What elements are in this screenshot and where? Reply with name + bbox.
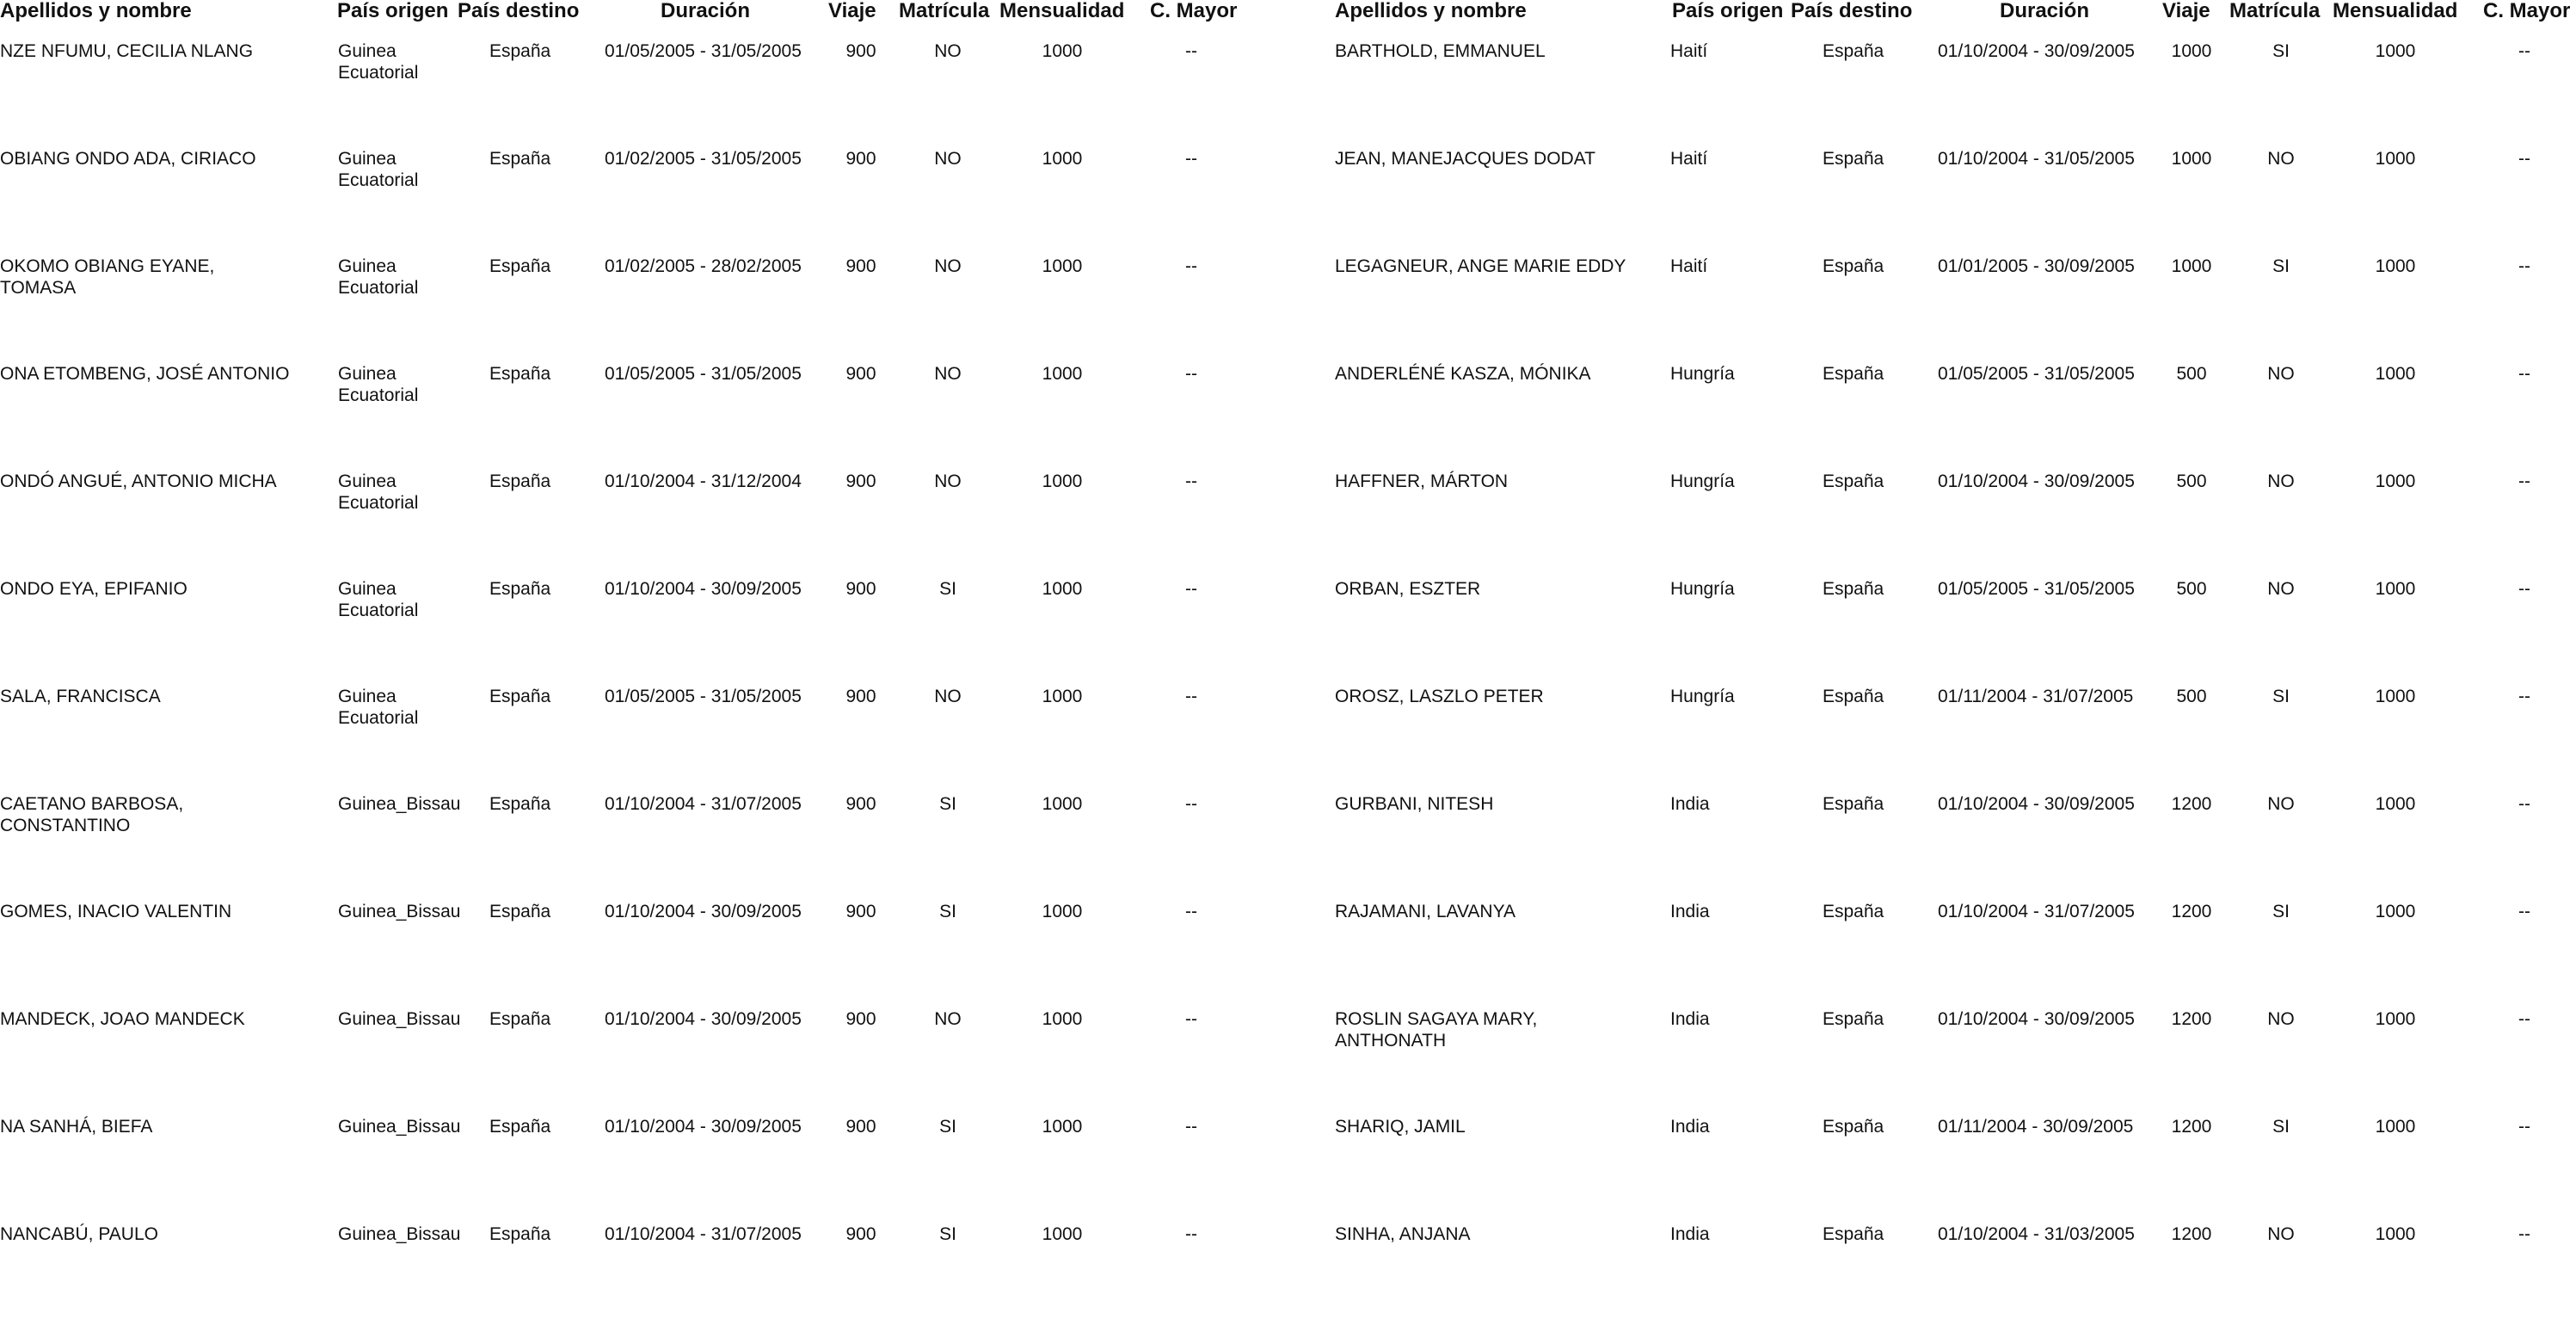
cell-destination-country: España	[489, 1224, 551, 1244]
cell-name: NZE NFUMU, CECILIA NLANG	[0, 41, 254, 61]
cell-duration: 01/10/2004 - 31/07/2005	[605, 1224, 802, 1244]
cell-monthly: 1000	[1042, 256, 1083, 276]
cell-destination-country: España	[489, 1117, 551, 1137]
cell-c-mayor: --	[2518, 687, 2530, 706]
cell-name: ORBAN, ESZTER	[1335, 579, 1481, 599]
cell-destination-country: España	[1823, 1009, 1884, 1029]
cell-travel: 900	[845, 794, 876, 814]
cell-travel: 900	[845, 902, 876, 921]
header-enrollment: Matrícula	[899, 0, 990, 22]
cell-monthly: 1000	[2375, 1009, 2416, 1029]
cell-destination-country: España	[489, 471, 551, 491]
table-row	[1335, 256, 2576, 363]
cell-origin-country: India	[1670, 902, 1710, 921]
header-origin-country: País origen	[1672, 0, 1784, 22]
cell-origin-country: Guinea_Bissau	[338, 794, 461, 814]
cell-enrollment: SI	[939, 902, 956, 921]
cell-travel: 1200	[2171, 1224, 2212, 1244]
cell-c-mayor: --	[2518, 1117, 2530, 1137]
table-row	[0, 1223, 1299, 1331]
cell-destination-country: España	[489, 364, 551, 384]
cell-name: GURBANI, NITESH	[1335, 794, 1494, 814]
cell-name: SINHA, ANJANA	[1335, 1224, 1471, 1244]
cell-monthly: 1000	[1042, 1117, 1083, 1137]
cell-monthly: 1000	[2375, 1117, 2416, 1137]
cell-c-mayor: --	[2518, 579, 2530, 599]
table-row	[1335, 578, 2576, 686]
cell-origin-country: India	[1670, 1009, 1710, 1029]
header-origin-country: País origen	[337, 0, 449, 22]
cell-c-mayor: --	[2518, 794, 2530, 814]
cell-enrollment: SI	[939, 794, 956, 814]
table-row	[0, 148, 1299, 256]
cell-monthly: 1000	[1042, 794, 1083, 814]
cell-origin-country: Hungría	[1670, 579, 1735, 599]
cell-enrollment: NO	[934, 471, 962, 491]
table-header	[0, 0, 1299, 24]
cell-travel: 900	[845, 364, 876, 384]
cell-origin-country: India	[1670, 1117, 1710, 1137]
cell-travel: 500	[2176, 471, 2207, 491]
cell-travel: 900	[845, 41, 876, 61]
cell-enrollment: SI	[2272, 41, 2290, 61]
cell-origin-country: Guinea_Bissau	[338, 1117, 461, 1137]
cell-duration: 01/10/2004 - 30/09/2005	[605, 1117, 802, 1137]
cell-destination-country: España	[489, 902, 551, 921]
cell-name: OKOMO OBIANG EYANE, TOMASA	[0, 256, 215, 298]
cell-destination-country: España	[489, 687, 551, 706]
cell-enrollment: NO	[2267, 1224, 2295, 1244]
cell-travel: 1200	[2171, 902, 2212, 921]
cell-travel: 900	[845, 1224, 876, 1244]
cell-c-mayor: --	[1185, 256, 1197, 276]
table-header	[1335, 0, 2576, 24]
cell-travel: 900	[845, 471, 876, 491]
cell-enrollment: SI	[939, 1117, 956, 1137]
cell-enrollment: NO	[2267, 364, 2295, 384]
cell-c-mayor: --	[2518, 364, 2530, 384]
cell-duration: 01/10/2004 - 31/07/2005	[605, 794, 802, 814]
cell-c-mayor: --	[1185, 1224, 1197, 1244]
cell-destination-country: España	[1823, 256, 1884, 276]
cell-travel: 900	[845, 687, 876, 706]
cell-enrollment: SI	[939, 1224, 956, 1244]
cell-duration: 01/10/2004 - 30/09/2005	[605, 579, 802, 599]
cell-duration: 01/10/2004 - 30/09/2005	[1938, 794, 2135, 814]
cell-duration: 01/02/2005 - 28/02/2005	[605, 256, 802, 276]
cell-name: HAFFNER, MÁRTON	[1335, 471, 1509, 491]
header-name: Apellidos y nombre	[1335, 0, 1527, 22]
cell-destination-country: España	[1823, 364, 1884, 384]
table-row	[1335, 1223, 2576, 1331]
cell-c-mayor: --	[1185, 794, 1197, 814]
table-body	[1335, 40, 2576, 1331]
table-row	[1335, 1008, 2576, 1116]
table-row	[1335, 901, 2576, 1008]
cell-origin-country: Guinea_Bissau	[338, 1224, 461, 1244]
cell-c-mayor: --	[1185, 364, 1197, 384]
cell-enrollment: SI	[2272, 1117, 2290, 1137]
cell-duration: 01/05/2005 - 31/05/2005	[1938, 364, 2135, 384]
cell-origin-country: Guinea Ecuatorial	[338, 687, 419, 728]
cell-duration: 01/10/2004 - 30/09/2005	[1938, 471, 2135, 491]
cell-c-mayor: --	[1185, 471, 1197, 491]
cell-origin-country: Haití	[1670, 149, 1708, 169]
cell-monthly: 1000	[1042, 149, 1083, 169]
cell-travel: 900	[845, 579, 876, 599]
cell-origin-country: Hungría	[1670, 364, 1735, 384]
cell-name: OBIANG ONDO ADA, CIRIACO	[0, 149, 256, 169]
cell-duration: 01/02/2005 - 31/05/2005	[605, 149, 802, 169]
cell-c-mayor: --	[2518, 902, 2530, 921]
cell-duration: 01/10/2004 - 31/07/2005	[1938, 902, 2135, 921]
header-destination-country: País destino	[1791, 0, 1913, 22]
cell-enrollment: SI	[2272, 687, 2290, 706]
cell-name: GOMES, INACIO VALENTIN	[0, 902, 232, 921]
cell-travel: 900	[845, 1009, 876, 1029]
header-enrollment: Matrícula	[2229, 0, 2321, 22]
cell-name: ONDO EYA, EPIFANIO	[0, 579, 188, 599]
cell-c-mayor: --	[2518, 471, 2530, 491]
cell-c-mayor: --	[2518, 256, 2530, 276]
cell-enrollment: NO	[934, 41, 962, 61]
cell-monthly: 1000	[1042, 41, 1083, 61]
cell-duration: 01/05/2005 - 31/05/2005	[605, 364, 802, 384]
cell-c-mayor: --	[2518, 1009, 2530, 1029]
table-row	[1335, 793, 2576, 901]
table-row	[0, 793, 1299, 901]
table-row	[0, 578, 1299, 686]
cell-name: NANCABÚ, PAULO	[0, 1224, 158, 1244]
header-c-mayor: C. Mayor	[2483, 0, 2571, 22]
cell-destination-country: España	[1823, 687, 1884, 706]
cell-destination-country: España	[1823, 902, 1884, 921]
header-c-mayor: C. Mayor	[1150, 0, 1238, 22]
table-row	[1335, 1116, 2576, 1223]
cell-enrollment: NO	[2267, 1009, 2295, 1029]
cell-travel: 1200	[2171, 1117, 2212, 1137]
cell-name: SHARIQ, JAMIL	[1335, 1117, 1466, 1137]
cell-monthly: 1000	[2375, 579, 2416, 599]
cell-monthly: 1000	[2375, 149, 2416, 169]
cell-monthly: 1000	[1042, 1224, 1083, 1244]
cell-origin-country: Guinea Ecuatorial	[338, 41, 419, 83]
table-row	[1335, 40, 2576, 148]
cell-enrollment: NO	[934, 149, 962, 169]
cell-monthly: 1000	[1042, 364, 1083, 384]
header-destination-country: País destino	[458, 0, 580, 22]
cell-enrollment: NO	[2267, 149, 2295, 169]
cell-monthly: 1000	[2375, 902, 2416, 921]
cell-name: MANDECK, JOAO MANDECK	[0, 1009, 245, 1029]
cell-destination-country: España	[489, 794, 551, 814]
cell-origin-country: India	[1670, 794, 1710, 814]
cell-enrollment: SI	[2272, 256, 2290, 276]
cell-destination-country: España	[1823, 794, 1884, 814]
cell-enrollment: NO	[934, 364, 962, 384]
cell-name: OROSZ, LASZLO PETER	[1335, 687, 1544, 706]
table-row	[0, 1008, 1299, 1116]
cell-monthly: 1000	[2375, 471, 2416, 491]
table-row	[0, 686, 1299, 793]
cell-destination-country: España	[489, 149, 551, 169]
cell-c-mayor: --	[1185, 687, 1197, 706]
cell-travel: 500	[2176, 579, 2207, 599]
cell-travel: 1000	[2171, 41, 2212, 61]
cell-travel: 1000	[2171, 256, 2212, 276]
cell-name: LEGAGNEUR, ANGE MARIE EDDY	[1335, 256, 1626, 276]
cell-destination-country: España	[1823, 579, 1884, 599]
table-row	[1335, 686, 2576, 793]
cell-travel: 900	[845, 256, 876, 276]
table-row	[1335, 471, 2576, 578]
cell-c-mayor: --	[1185, 1117, 1197, 1137]
cell-name: ANDERLÉNÉ KASZA, MÓNIKA	[1335, 364, 1591, 384]
table-row	[0, 901, 1299, 1008]
cell-origin-country: India	[1670, 1224, 1710, 1244]
cell-monthly: 1000	[1042, 1009, 1083, 1029]
cell-travel: 500	[2176, 364, 2207, 384]
cell-monthly: 1000	[2375, 794, 2416, 814]
cell-origin-country: Haití	[1670, 256, 1708, 276]
cell-destination-country: España	[1823, 1224, 1884, 1244]
cell-duration: 01/05/2005 - 31/05/2005	[605, 41, 802, 61]
cell-enrollment: SI	[2272, 902, 2290, 921]
cell-name: RAJAMANI, LAVANYA	[1335, 902, 1516, 921]
cell-monthly: 1000	[2375, 1224, 2416, 1244]
cell-c-mayor: --	[2518, 41, 2530, 61]
cell-destination-country: España	[1823, 149, 1884, 169]
cell-name: ROSLIN SAGAYA MARY, ANTHONATH	[1335, 1009, 1538, 1051]
cell-destination-country: España	[1823, 1117, 1884, 1137]
cell-travel: 1200	[2171, 1009, 2212, 1029]
cell-duration: 01/10/2004 - 30/09/2005	[1938, 1009, 2135, 1029]
cell-c-mayor: --	[2518, 1224, 2530, 1244]
cell-duration: 01/11/2004 - 31/07/2005	[1938, 687, 2134, 706]
cell-enrollment: SI	[939, 579, 956, 599]
header-monthly: Mensualidad	[2333, 0, 2458, 22]
cell-c-mayor: --	[1185, 579, 1197, 599]
cell-duration: 01/11/2004 - 30/09/2005	[1938, 1117, 2134, 1137]
table-body	[0, 40, 1299, 1331]
cell-origin-country: Guinea_Bissau	[338, 1009, 461, 1029]
right-table	[1335, 0, 2576, 1260]
cell-name: CAETANO BARBOSA, CONSTANTINO	[0, 794, 184, 835]
cell-travel: 900	[845, 1117, 876, 1137]
cell-monthly: 1000	[1042, 471, 1083, 491]
cell-duration: 01/05/2005 - 31/05/2005	[1938, 579, 2135, 599]
header-travel: Viaje	[2162, 0, 2210, 22]
cell-enrollment: NO	[934, 687, 962, 706]
cell-monthly: 1000	[1042, 687, 1083, 706]
cell-enrollment: NO	[2267, 794, 2295, 814]
cell-travel: 1200	[2171, 794, 2212, 814]
cell-monthly: 1000	[2375, 41, 2416, 61]
cell-c-mayor: --	[2518, 149, 2530, 169]
cell-duration: 01/10/2004 - 31/05/2005	[1938, 149, 2135, 169]
cell-travel: 900	[845, 149, 876, 169]
cell-origin-country: Haití	[1670, 41, 1708, 61]
cell-origin-country: Guinea Ecuatorial	[338, 149, 419, 190]
cell-origin-country: Guinea_Bissau	[338, 902, 461, 921]
cell-name: BARTHOLD, EMMANUEL	[1335, 41, 1546, 61]
cell-monthly: 1000	[1042, 902, 1083, 921]
table-row	[0, 471, 1299, 578]
cell-enrollment: NO	[934, 256, 962, 276]
cell-duration: 01/10/2004 - 30/09/2005	[1938, 41, 2135, 61]
table-row	[0, 363, 1299, 471]
cell-enrollment: NO	[934, 1009, 962, 1029]
table-row	[1335, 363, 2576, 471]
cell-c-mayor: --	[1185, 41, 1197, 61]
header-duration: Duración	[1999, 0, 2089, 22]
cell-monthly: 1000	[2375, 364, 2416, 384]
cell-destination-country: España	[489, 41, 551, 61]
cell-origin-country: Guinea Ecuatorial	[338, 471, 419, 513]
cell-origin-country: Guinea Ecuatorial	[338, 256, 419, 298]
cell-duration: 01/05/2005 - 31/05/2005	[605, 687, 802, 706]
cell-duration: 01/10/2004 - 31/03/2005	[1938, 1224, 2135, 1244]
cell-enrollment: NO	[2267, 579, 2295, 599]
header-name: Apellidos y nombre	[0, 0, 192, 22]
cell-duration: 01/10/2004 - 31/12/2004	[605, 471, 802, 491]
cell-destination-country: España	[489, 579, 551, 599]
cell-enrollment: NO	[2267, 471, 2295, 491]
header-duration: Duración	[660, 0, 750, 22]
cell-duration: 01/10/2004 - 30/09/2005	[605, 902, 802, 921]
cell-c-mayor: --	[1185, 902, 1197, 921]
left-table	[0, 0, 1299, 1260]
cell-monthly: 1000	[2375, 256, 2416, 276]
table-row	[0, 256, 1299, 363]
table-row	[0, 1116, 1299, 1223]
cell-monthly: 1000	[1042, 579, 1083, 599]
cell-travel: 1000	[2171, 149, 2212, 169]
cell-travel: 500	[2176, 687, 2207, 706]
table-row	[1335, 148, 2576, 256]
table-row	[0, 40, 1299, 148]
cell-destination-country: España	[489, 256, 551, 276]
cell-name: ONA ETOMBENG, JOSÉ ANTONIO	[0, 364, 290, 384]
cell-name: SALA, FRANCISCA	[0, 687, 161, 706]
cell-origin-country: Hungría	[1670, 471, 1735, 491]
cell-name: ONDÓ ANGUÉ, ANTONIO MICHA	[0, 471, 277, 491]
cell-origin-country: Guinea Ecuatorial	[338, 364, 419, 405]
cell-destination-country: España	[1823, 41, 1884, 61]
cell-duration: 01/10/2004 - 30/09/2005	[605, 1009, 802, 1029]
header-monthly: Mensualidad	[999, 0, 1125, 22]
cell-duration: 01/01/2005 - 30/09/2005	[1938, 256, 2135, 276]
header-travel: Viaje	[828, 0, 876, 22]
cell-c-mayor: --	[1185, 1009, 1197, 1029]
cell-monthly: 1000	[2375, 687, 2416, 706]
cell-name: JEAN, MANEJACQUES DODAT	[1335, 149, 1595, 169]
cell-c-mayor: --	[1185, 149, 1197, 169]
cell-destination-country: España	[1823, 471, 1884, 491]
cell-name: NA SANHÁ, BIEFA	[0, 1117, 153, 1137]
cell-origin-country: Guinea Ecuatorial	[338, 579, 419, 620]
cell-origin-country: Hungría	[1670, 687, 1735, 706]
cell-destination-country: España	[489, 1009, 551, 1029]
